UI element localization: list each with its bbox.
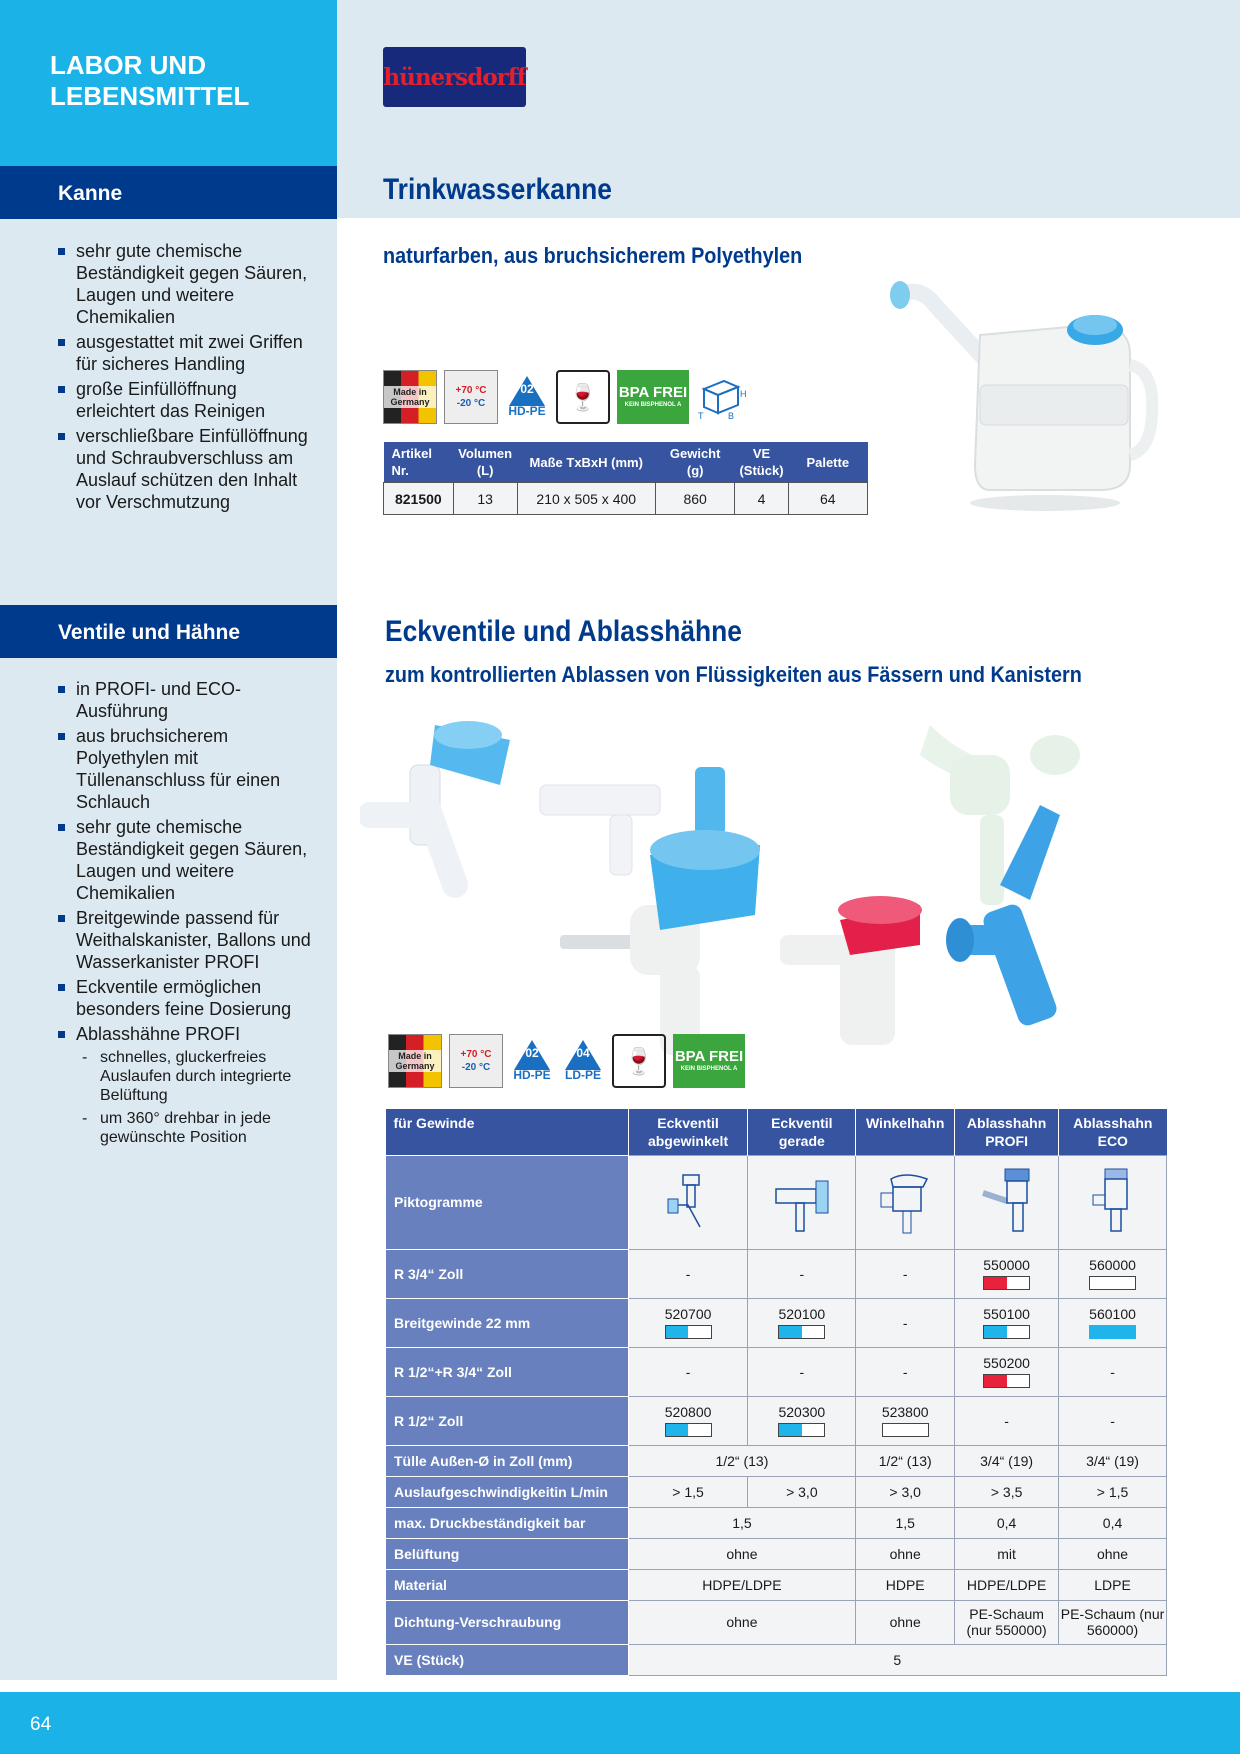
bullet-square-icon — [58, 386, 65, 393]
ventile-feature-list — [58, 678, 320, 1151]
bullet-text: Eckventile ermöglichen besonders feine Dosierung — [76, 977, 292, 1019]
product1-title: Trinkwasserkanne — [383, 173, 612, 206]
row-label: R 1/2“+R 3/4“ Zoll — [386, 1347, 629, 1396]
badge-text: Made in Germany — [389, 1050, 441, 1072]
column-header: Palette — [788, 442, 867, 483]
row-label: Belüftung — [386, 1538, 629, 1569]
dimensions-icon — [696, 370, 750, 424]
valve-eckventil-abgewinkelt-image — [370, 721, 510, 885]
bullet-text: Ablasshähne PROFI — [76, 1024, 241, 1044]
list-item — [58, 425, 320, 513]
table-row — [386, 1476, 1167, 1507]
row-label: Auslaufgeschwindigkeitin L/min — [386, 1476, 629, 1507]
table-cell: 860 — [655, 483, 735, 515]
recycle-ldpe-icon — [561, 1034, 605, 1088]
row-label: max. Druckbeständigkeit bar — [386, 1507, 629, 1538]
recycle-hdpe-icon — [505, 370, 549, 424]
table-row — [386, 1396, 1167, 1445]
table-row — [386, 1538, 1167, 1569]
list-item — [58, 378, 320, 422]
table-cell: 0,4 — [1059, 1507, 1167, 1538]
dim-h-label: H — [740, 389, 747, 399]
made-in-germany-badge — [388, 1034, 442, 1088]
article-code: 550200 — [983, 1354, 1030, 1371]
category-banner — [0, 0, 337, 166]
table-cell: - — [955, 1396, 1059, 1445]
list-item — [58, 976, 320, 1020]
bullet-text: aus bruchsicherem Polyethylen mit Tüllenanschluss für einen Schlauch — [76, 726, 281, 812]
table-cell: mit — [955, 1538, 1059, 1569]
bullet-square-icon — [58, 1031, 65, 1038]
table-cell — [628, 1396, 748, 1445]
product2-subtitle: zum kontrollierten Ablassen von Flüssigkeiten aus Fässern und Kanistern — [385, 662, 1082, 687]
bpa-text: BPA FREI — [674, 1048, 744, 1065]
bullet-text: verschließbare Einfüllöffnung und Schraubverschluss am Auslauf schützen den Inhalt vor Verschmutzung — [76, 426, 308, 512]
column-header: Gewicht (g) — [655, 442, 735, 483]
article-code: 560100 — [1089, 1305, 1136, 1322]
table-row — [386, 1445, 1167, 1476]
temperature-badge — [444, 370, 498, 424]
color-swatch — [1089, 1276, 1136, 1290]
table-cell: 1/2“ (13) — [856, 1445, 955, 1476]
table-cell: ohne — [628, 1538, 856, 1569]
column-header: Eckventil abgewinkelt — [628, 1109, 748, 1155]
row-label: R 3/4“ Zoll — [386, 1249, 629, 1298]
temp-hot: +70 °C — [460, 1049, 492, 1060]
table-cell — [628, 1298, 748, 1347]
table-cell: - — [856, 1347, 955, 1396]
table-row — [386, 1298, 1167, 1347]
table-cell: 821500 — [384, 483, 454, 515]
pictogram-eckventil-abgewinkelt-icon — [656, 1164, 720, 1238]
list-item — [58, 907, 320, 973]
bullet-text: große Einfüllöffnung erleichtert das Reinigen — [76, 379, 266, 421]
bpa-subtext: KEIN BISPHENOL A — [624, 402, 682, 408]
valve-ablasshahn-profi-image — [780, 896, 922, 1045]
product1-table — [383, 442, 868, 515]
row-label: Tülle Außen-Ø in Zoll (mm) — [386, 1445, 629, 1476]
table-cell: 1/2“ (13) — [628, 1445, 856, 1476]
product2-table — [385, 1109, 1167, 1676]
table-row — [386, 1644, 1167, 1675]
bpa-subtext: KEIN BISPHENOL A — [680, 1066, 738, 1072]
table-cell — [748, 1396, 856, 1445]
pictogram-ablasshahn-eco-icon — [1081, 1164, 1145, 1238]
cube-icon — [696, 373, 750, 421]
table-cell: - — [1059, 1347, 1167, 1396]
table-cell — [955, 1298, 1059, 1347]
bullet-square-icon — [58, 733, 65, 740]
valve-ablasshahn-image — [560, 830, 760, 1055]
article-code: 550100 — [983, 1305, 1030, 1322]
column-header: Artikel Nr. — [384, 442, 454, 483]
pictogram-eckventil-gerade-icon — [770, 1164, 834, 1238]
list-item — [58, 331, 320, 375]
pictogram-ablasshahn-profi-icon — [975, 1164, 1039, 1238]
water-canister-image — [880, 275, 1160, 525]
table-cell: ohne — [856, 1538, 955, 1569]
list-item — [58, 678, 320, 722]
table-cell: - — [748, 1249, 856, 1298]
article-code: 560000 — [1089, 1256, 1136, 1273]
table-cell: - — [856, 1249, 955, 1298]
profi-sub-list — [76, 1048, 320, 1147]
row-label: Dichtung-Verschraubung — [386, 1600, 629, 1644]
table-header-row — [386, 1109, 1167, 1155]
table-row — [386, 1347, 1167, 1396]
table-row — [386, 1249, 1167, 1298]
recycle-hdpe-icon — [510, 1034, 554, 1088]
table-cell — [628, 1155, 748, 1249]
table-cell: HDPE/LDPE — [955, 1569, 1059, 1600]
article-code: 520700 — [664, 1305, 712, 1322]
row-label: Piktogramme — [386, 1155, 629, 1249]
table-cell: HDPE — [856, 1569, 955, 1600]
food-safe-icon: 🍷 — [556, 370, 610, 424]
temp-cold: -20 °C — [461, 1062, 491, 1073]
product1-subtitle: naturfarben, aus bruchsicherem Polyethylen — [383, 243, 803, 268]
bpa-text: BPA FREI — [618, 384, 688, 401]
bullet-square-icon — [58, 339, 65, 346]
table-cell — [856, 1396, 955, 1445]
table-cell: > 3,0 — [856, 1476, 955, 1507]
recycle-number: 04 — [576, 1046, 590, 1060]
table-cell: > 3,5 — [955, 1476, 1059, 1507]
table-cell: 4 — [735, 483, 788, 515]
product2-title: Eckventile und Ablasshähne — [385, 615, 743, 648]
list-item — [58, 240, 320, 328]
list-item — [58, 816, 320, 904]
table-cell: LDPE — [1059, 1569, 1167, 1600]
bullet-square-icon — [58, 824, 65, 831]
recycle-number: 02 — [525, 1046, 539, 1060]
sub-list-item: - um 360° drehbar in jede gewünschte Position — [82, 1110, 271, 1146]
color-swatch — [778, 1423, 825, 1437]
recycle-number: 02 — [520, 382, 534, 396]
table-cell: PE-Schaum (nur 550000) — [955, 1600, 1059, 1644]
table-cell — [1059, 1298, 1167, 1347]
table-cell: PE-Schaum (nur 560000) — [1059, 1600, 1167, 1644]
sub-list-item: - schnelles, gluckerfreies Auslaufen durch integrierte Belüftung — [82, 1049, 292, 1104]
column-header: Winkelhahn — [856, 1109, 955, 1155]
table-cell — [1059, 1249, 1167, 1298]
table-row — [386, 1507, 1167, 1538]
table-cell: ohne — [1059, 1538, 1167, 1569]
kanne-feature-list — [58, 240, 320, 516]
table-cell: 0,4 — [955, 1507, 1059, 1538]
product1-badges — [383, 370, 750, 424]
table-cell: - — [628, 1249, 748, 1298]
recycle-label: HD-PE — [508, 404, 546, 418]
table-cell: - — [628, 1347, 748, 1396]
article-code: 520100 — [778, 1305, 826, 1322]
table-cell: - — [748, 1347, 856, 1396]
bullet-square-icon — [58, 915, 65, 922]
brand-logo — [383, 47, 526, 107]
color-swatch — [778, 1325, 825, 1339]
table-cell — [1059, 1155, 1167, 1249]
column-header: Ablasshahn PROFI — [955, 1109, 1059, 1155]
column-header: für Gewinde — [386, 1109, 629, 1155]
page-number: 64 — [30, 1714, 52, 1735]
table-cell: HDPE/LDPE — [628, 1569, 856, 1600]
category-title: LABOR UND LEBENSMITTEL — [50, 50, 250, 111]
sub-bullet-text: um 360° drehbar in jede gewünschte Position — [100, 1110, 271, 1146]
color-swatch — [882, 1423, 929, 1437]
table-header-row — [384, 442, 868, 483]
bullet-square-icon — [58, 248, 65, 255]
article-code: 523800 — [881, 1403, 929, 1420]
table-cell — [856, 1155, 955, 1249]
bullet-text: Breitgewinde passend für Weithalskanister, Ballons und Wasserkanister PROFI — [76, 908, 311, 972]
table-cell: 210 x 505 x 400 — [517, 483, 655, 515]
sub-bullet-text: schnelles, gluckerfreies Auslaufen durch integrierte Belüftung — [100, 1049, 292, 1104]
article-code: 520300 — [778, 1403, 826, 1420]
bullet-text: sehr gute chemische Beständigkeit gegen Säuren, Laugen und weitere Chemikalien — [76, 817, 308, 903]
list-item — [58, 1023, 320, 1147]
article-code: 520800 — [664, 1403, 712, 1420]
table-cell — [955, 1249, 1059, 1298]
table-cell — [955, 1347, 1059, 1396]
recycle-label: LD-PE — [565, 1068, 601, 1082]
column-header: Ablasshahn ECO — [1059, 1109, 1167, 1155]
table-cell: 3/4“ (19) — [955, 1445, 1059, 1476]
table-cell: > 1,5 — [1059, 1476, 1167, 1507]
color-swatch — [983, 1374, 1030, 1388]
table-cell: ohne — [628, 1600, 856, 1644]
row-label: Material — [386, 1569, 629, 1600]
bullet-text: ausgestattet mit zwei Griffen für sicheres Handling — [76, 332, 303, 374]
bpa-free-badge — [617, 370, 689, 424]
temperature-badge — [449, 1034, 503, 1088]
dim-t-label: T — [698, 411, 704, 421]
table-cell: 64 — [788, 483, 867, 515]
product2-badges — [388, 1034, 745, 1088]
row-label: Breitgewinde 22 mm — [386, 1298, 629, 1347]
sidebar-title-ventile: Ventile und Hähne — [0, 605, 337, 658]
column-header: VE (Stück) — [735, 442, 788, 483]
temp-hot: +70 °C — [455, 385, 487, 396]
table-cell — [748, 1298, 856, 1347]
color-swatch — [983, 1276, 1030, 1290]
recycle-label: HD-PE — [513, 1068, 551, 1082]
bullet-square-icon — [58, 984, 65, 991]
table-row — [384, 483, 868, 515]
bullet-square-icon — [58, 433, 65, 440]
table-row — [386, 1155, 1167, 1249]
column-header: Maße TxBxH (mm) — [517, 442, 655, 483]
table-cell: 1,5 — [628, 1507, 856, 1538]
bpa-free-badge — [673, 1034, 745, 1088]
row-label: VE (Stück) — [386, 1644, 629, 1675]
badge-text: Made in Germany — [384, 386, 436, 408]
table-cell: > 3,0 — [748, 1476, 856, 1507]
temp-cold: -20 °C — [456, 398, 486, 409]
table-cell: 13 — [453, 483, 517, 515]
brand-logo-text: hünersdorff — [383, 63, 526, 91]
table-cell — [748, 1155, 856, 1249]
valves-image — [360, 705, 1192, 1065]
table-row — [386, 1600, 1167, 1644]
table-cell: 3/4“ (19) — [1059, 1445, 1167, 1476]
table-cell: - — [1059, 1396, 1167, 1445]
table-cell: - — [856, 1298, 955, 1347]
bullet-text: in PROFI- und ECO-Ausführung — [76, 679, 242, 721]
table-cell: ohne — [856, 1600, 955, 1644]
table-cell: 5 — [628, 1644, 1166, 1675]
made-in-germany-badge — [383, 370, 437, 424]
color-swatch — [983, 1325, 1030, 1339]
column-header: Eckventil gerade — [748, 1109, 856, 1155]
pictogram-winkelhahn-icon — [873, 1164, 937, 1238]
article-code: 550000 — [983, 1256, 1030, 1273]
color-swatch — [665, 1325, 712, 1339]
color-swatch — [665, 1423, 712, 1437]
column-header: Volumen (L) — [453, 442, 517, 483]
color-swatch — [1089, 1325, 1136, 1339]
bullet-square-icon — [58, 686, 65, 693]
dim-b-label: B — [728, 411, 735, 421]
page-footer — [0, 1692, 1240, 1754]
list-item — [58, 725, 320, 813]
table-cell: > 1,5 — [628, 1476, 748, 1507]
table-row — [386, 1569, 1167, 1600]
table-cell — [955, 1155, 1059, 1249]
sidebar-title-kanne: Kanne — [0, 166, 337, 219]
table-cell: 1,5 — [856, 1507, 955, 1538]
row-label: R 1/2“ Zoll — [386, 1396, 629, 1445]
bullet-text: sehr gute chemische Beständigkeit gegen Säuren, Laugen und weitere Chemikalien — [76, 241, 308, 327]
food-safe-icon: 🍷 — [612, 1034, 666, 1088]
